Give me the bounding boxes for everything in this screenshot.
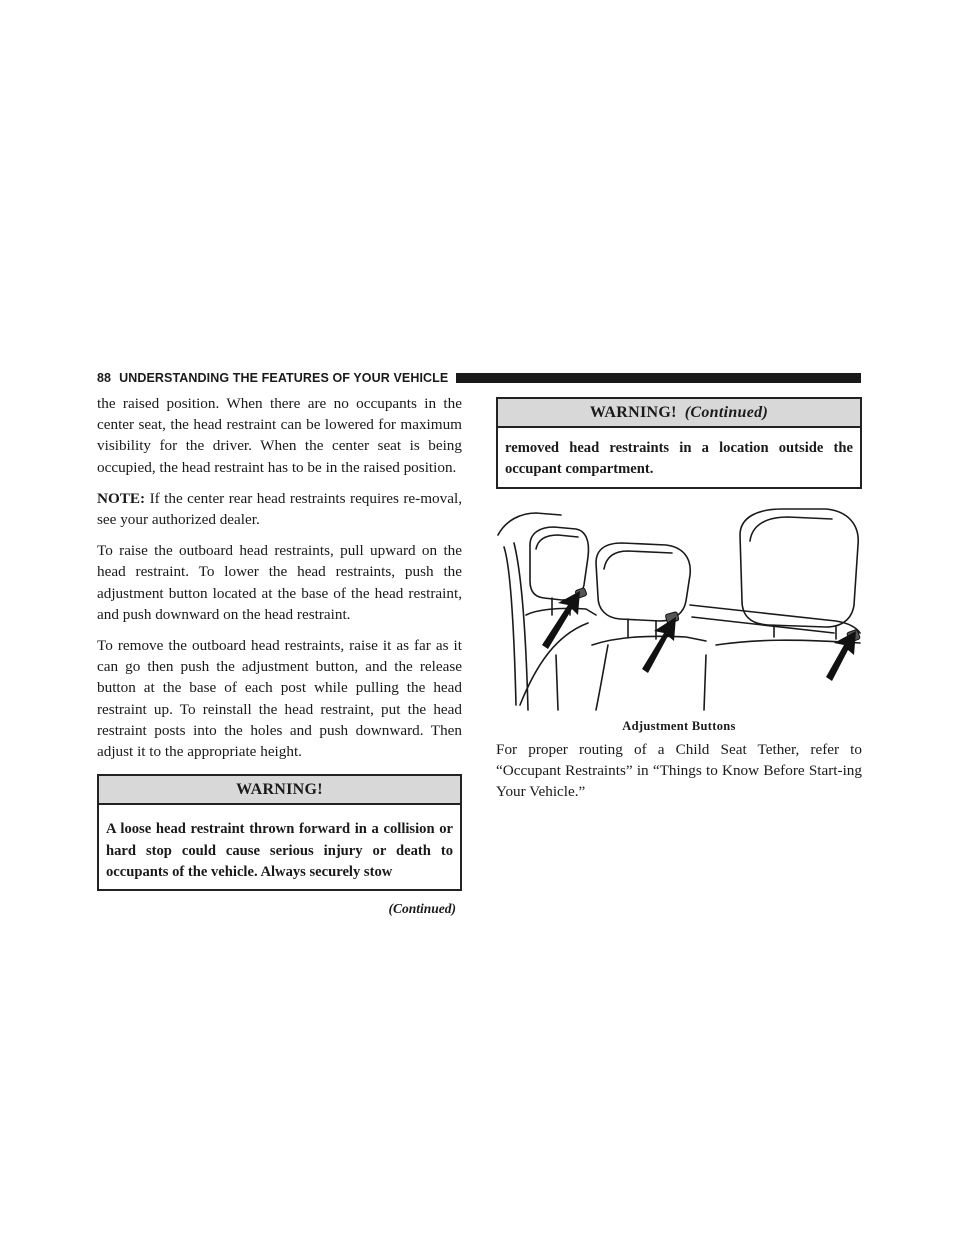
note-paragraph — [97, 488, 462, 530]
page-number: 88 — [97, 371, 112, 385]
paragraph-remove-reinstall: To remove the outboard head restraints, raise it as far as it can go then push the adjustment button, and the release button at the base of each post while pulling the head restraint up. To reinstall the head restraint, put the head restraint posts into the holes and push downward. Then adjust it to the appropriate height. — [97, 637, 462, 761]
warning-text: A loose head restraint thrown forward in a collision or hard stop could cause serious injury or death to occupants of the vehicle. Always securely stow — [106, 821, 453, 881]
paragraph-raised-position: the raised position. When there are no occupants in the center seat, the head restraint can be lowered for maximum visibility for the driver. When the center seat is being occupied, the head restraint has to be in the raised position. — [97, 395, 462, 476]
arrow-icons — [542, 591, 856, 681]
page-header — [97, 369, 861, 387]
right-column — [496, 393, 862, 812]
paragraph-raise-lower: To raise the outboard head restraints, pull upward on the head restraint. To lower the head restraints, push the adjustment button located at the base of the head restraint, and push downward on the head restraint. — [97, 542, 462, 623]
note-text: If the center rear head restraints requires re-moval, see your authorized dealer. — [97, 489, 462, 529]
warning-box-continued — [496, 397, 862, 489]
warning-continued-label: (Continued) — [684, 404, 769, 421]
warning-title-continued — [498, 399, 860, 428]
continued-label: (Continued) — [388, 901, 456, 917]
warning-title: WARNING! — [99, 776, 460, 805]
head-restraint-illustration — [496, 505, 862, 715]
warning-box — [97, 774, 462, 891]
paragraph-child-seat-tether: For proper routing of a Child Seat Tether, refer to “Occupant Restraints” in “Things to Know Before Start-ing Your Vehicle.” — [496, 740, 862, 801]
figure-adjustment-buttons — [496, 505, 862, 734]
header-rule — [456, 373, 861, 383]
section-title: UNDERSTANDING THE FEATURES OF YOUR VEHICLE — [119, 371, 449, 385]
warning-text-continued: removed head restraints in a location outside the occupant compartment. — [505, 440, 853, 478]
warning-title-text: WARNING! — [589, 404, 677, 421]
note-label: NOTE: — [97, 489, 146, 507]
figure-caption: Adjustment Buttons — [622, 718, 736, 733]
left-column — [97, 393, 462, 917]
